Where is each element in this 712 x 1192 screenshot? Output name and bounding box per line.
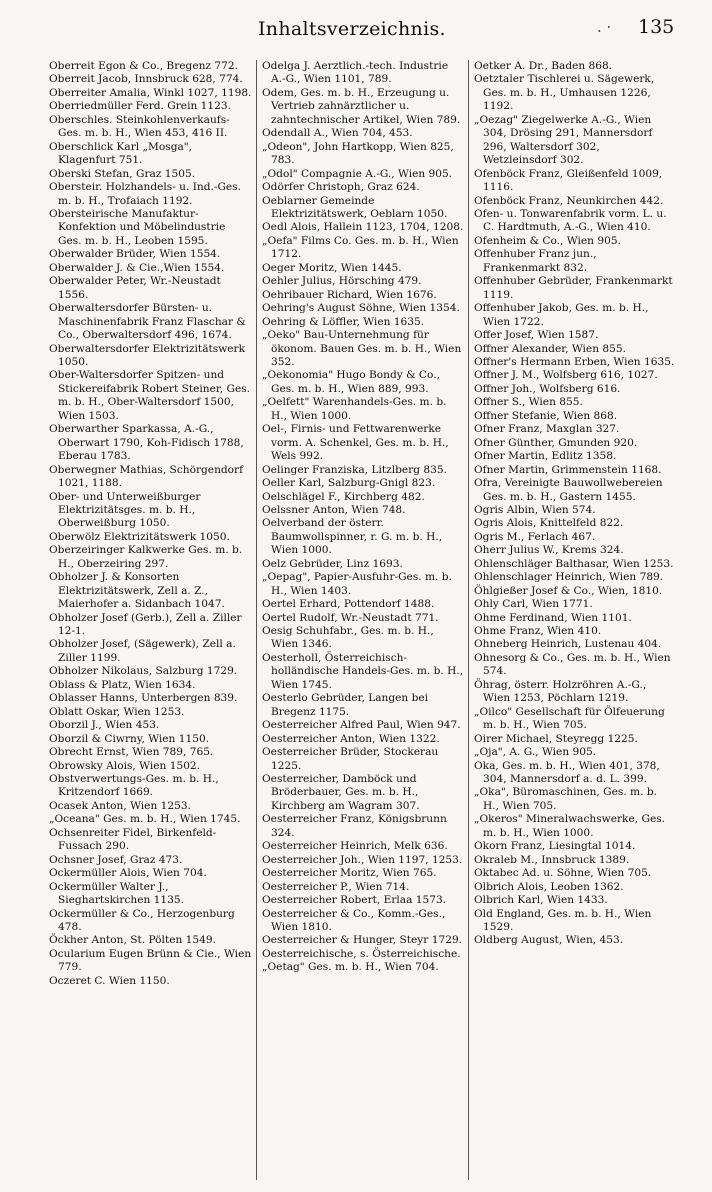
index-entry: Ocularium Eugen Brünn & Cie., Wien 779.	[49, 947, 255, 974]
index-entry: „Oilco" Gesellschaft für Ölfeuerung m. b. H., Wien 705.	[474, 705, 669, 732]
index-entry: Oesterreicher Moritz, Wien 765.	[262, 867, 437, 880]
index-entry: Oirer Michael, Steyregg 1225.	[474, 732, 638, 745]
index-entry: Ofenböck Franz, Neunkirchen 442.	[474, 194, 664, 207]
index-entry: Offner S., Wien 855.	[474, 396, 583, 409]
index-entry: Oeller Karl, Salzburg-Gnigl 823.	[262, 477, 436, 490]
index-entry: Oelssner Anton, Wien 748.	[262, 503, 406, 516]
index-entry: Olbrich Alois, Leoben 1362.	[474, 880, 624, 893]
index-entry: Ofen- u. Tonwarenfabrik vorm. L. u. C. Hardtmuth, A.-G., Wien 410.	[474, 207, 670, 234]
index-entry: Oesterreicher Brüder, Stockerau 1225.	[262, 746, 442, 772]
index-entry: Oel-, Firnis- und Fettwarenwerke vorm. A. Schenkel, Ges. m. b. H., Wels 992.	[262, 423, 453, 463]
index-entry: Ockermüller Walter J., Sieghartskirchen 1135.	[49, 880, 185, 907]
index-entry: Oborzil & Ciwrny, Wien 1150.	[49, 732, 210, 745]
index-entry: Oborzil J., Wien 453.	[49, 719, 160, 732]
index-entry: Oesig Schuhfabr., Ges. m. b. H., Wien 1346.	[262, 625, 438, 651]
index-entry: Oedl Alois, Hallein 1123, 1704, 1208.	[262, 221, 464, 234]
header-marks: . ·	[597, 18, 612, 36]
index-entry: Ofenböck Franz, Gleißenfeld 1009, 1116.	[474, 167, 666, 194]
index-entry: Oberriedmüller Ferd. Grein 1123.	[49, 100, 231, 113]
index-entry: Oberschles. Steinkohlenverkaufs-Ges. m. b. H., Wien 453, 416 II.	[49, 113, 230, 140]
index-entry: „Oefa" Films Co. Ges. m. b. H., Wien 1712.	[262, 234, 463, 261]
index-entry: Oeblarner Gemeinde Elektrizitätswerk, Oeblarn 1050.	[262, 194, 448, 220]
index-entry: Ober-Waltersdorfer Spitzen- und Stickereifabrik Robert Steiner, Ges. m. b. H., Ober-Waltersdorf 1500, Wien 1503.	[49, 369, 254, 422]
index-entry: „Okeros" Mineralwachswerke, Ges. m. b. H., Wien 1000.	[474, 813, 669, 839]
index-entry: „Oelfett" Warenhandels-Ges. m. b. H., Wien 1000.	[262, 396, 450, 422]
page-header	[0, 0, 712, 52]
index-entry: Obholzer Josef (Gerb.), Zell a. Ziller 12-1.	[49, 611, 245, 638]
index-entry: Olbrich Karl, Wien 1433.	[474, 894, 608, 907]
index-entry: Oertel Erhard, Pottendorf 1488.	[262, 598, 435, 611]
index-entry: Oblass & Platz, Wien 1634.	[49, 678, 196, 691]
page-number: 135	[638, 16, 675, 38]
index-entry: Oehler Julius, Hörsching 479.	[262, 275, 422, 288]
index-entry: Oelinger Franziska, Litzlberg 835.	[262, 463, 447, 476]
index-entry: Oblatt Oskar, Wien 1253.	[49, 705, 185, 718]
index-entry: Oetker A. Dr., Baden 868.	[474, 60, 613, 72]
index-entry: „Oepag", Papier-Ausfuhr-Ges. m. b. H., Wien 1403.	[262, 571, 456, 597]
index-entry: „Oceana" Ges. m. b. H., Wien 1745.	[49, 813, 241, 826]
index-entry: Oberreit Jacob, Innsbruck 628, 774.	[49, 73, 243, 86]
index-entry: Obstverwertungs-Ges. m. b. H., Kritzendorf 1669.	[49, 773, 223, 799]
index-entry: Obholzer Nikolaus, Salzburg 1729.	[49, 665, 238, 678]
index-entry: Offenhuber Jakob, Ges. m. b. H., Wien 1722.	[474, 302, 652, 328]
index-entry: Offner J. M., Wolfsberg 616, 1027.	[474, 369, 658, 382]
index-entry: Obholzer J. & Konsorten Elektrizitätswerk, Zell a. Z., Maierhofer a. Sidanbach 1047.	[49, 571, 225, 611]
index-entry: „Oka", Büromaschinen, Ges. m. b. H., Wien 705.	[474, 786, 661, 812]
index-entry: Obrecht Ernst, Wien 789, 765.	[49, 746, 214, 759]
index-entry: Ofner Martin, Grimmenstein 1168.	[474, 463, 662, 476]
index-entry: Obrowsky Alois, Wien 1502.	[49, 759, 201, 772]
index-entry: Oblasser Hanns, Unterbergen 839.	[49, 692, 238, 705]
index-entry: Ohme Franz, Wien 410.	[474, 625, 602, 638]
index-entry: Oberwalder Brüder, Wien 1554.	[49, 248, 221, 261]
index-entry: Oktabec Ad. u. Söhne, Wien 705.	[474, 867, 652, 880]
index-entry: Oesterholl, Österreichisch-holländische Handels-Ges. m. b. H., Wien 1745.	[262, 651, 467, 691]
index-entry: Oberski Stefan, Graz 1505.	[49, 167, 196, 180]
index-entry: Oberschlick Karl „Mosga", Klagenfurt 751.	[49, 140, 196, 167]
index-entry: Oesterreicher & Hunger, Steyr 1729.	[262, 934, 463, 947]
index-entry: Ohly Carl, Wien 1771.	[474, 598, 593, 611]
index-entry: Okorn Franz, Liesingtal 1014.	[474, 840, 636, 853]
index-entry: Old England, Ges. m. b. H., Wien 1529.	[474, 907, 655, 933]
index-entry: Odelga J. Aerztlich.-tech. Industrie A.-G., Wien 1101, 789.	[262, 60, 452, 86]
index-entry: Oesterreicher & Co., Komm.-Ges., Wien 1810.	[262, 907, 449, 933]
index-entry: Oberwaltersdorfer Elektrizitätswerk 1050.	[49, 342, 249, 368]
index-column-3	[468, 60, 680, 1180]
index-entry: Oherr Julius W., Krems 324.	[474, 544, 624, 557]
index-entry: Oberwalder J. & Cie.,Wien 1554.	[49, 261, 225, 274]
index-entry: Offner Joh., Wolfsberg 616.	[474, 382, 621, 395]
index-entry: Oesterreicher Joh., Wien 1197, 1253.	[262, 853, 463, 866]
index-columns	[44, 60, 680, 1180]
index-entry: Oka, Ges. m. b. H., Wien 401, 378, 304, Mannersdorf a. d. L. 399.	[474, 759, 664, 786]
index-entry: Oesterreicher Heinrich, Melk 636.	[262, 840, 448, 853]
index-entry: Obholzer Josef, (Sägewerk), Zell a. Ziller 1199.	[49, 638, 240, 664]
index-entry: Offenhuber Franz jun., Frankenmarkt 832.	[474, 248, 600, 274]
index-entry: Oehribauer Richard, Wien 1676.	[262, 288, 437, 301]
index-entry: Odörfer Christoph, Graz 624.	[262, 181, 420, 194]
index-entry: Oelz Gebrüder, Linz 1693.	[262, 557, 403, 570]
index-entry: Oberwölz Elektrizitätswerk 1050.	[49, 530, 230, 543]
index-entry: Ofner Martin, Edlitz 1358.	[474, 450, 617, 463]
index-entry: Oesterlo Gebrüder, Langen bei Bregenz 1175.	[262, 692, 432, 718]
index-entry: Oberreit Egon & Co., Bregenz 772.	[49, 60, 238, 72]
index-entry: Oberwegner Mathias, Schörgendorf 1021, 1188.	[49, 463, 247, 490]
index-entry: Öhlgießer Josef & Co., Wien, 1810.	[474, 584, 663, 597]
index-entry: Oelschlägel F., Kirchberg 482.	[262, 490, 425, 503]
index-entry: Oberreiter Amalia, Winkl 1027, 1198.	[49, 86, 252, 99]
index-entry: Oberzeiringer Kalkwerke Ges. m. b. H., Oberzeiring 297.	[49, 544, 246, 570]
index-entry: „Oeko" Bau-Unternehmung für ökonom. Bauen Ges. m. b. H., Wien 352.	[262, 329, 465, 368]
index-entry: Öhrag, österr. Holzröhren A.-G., Wien 1253, Pöchlarn 1219.	[474, 678, 650, 705]
index-entry: Obersteir. Holzhandels- u. Ind.-Ges. m. b. H., Trofaiach 1192.	[49, 181, 245, 207]
index-entry: Ockermüller Alois, Wien 704.	[49, 867, 207, 880]
page-title: Inhaltsverzeichnis.	[258, 18, 446, 40]
index-entry: Oertel Rudolf, Wr.-Neustadt 771.	[262, 611, 439, 624]
index-entry: Ockermüller & Co., Herzogenburg 478.	[49, 907, 239, 933]
index-entry: Oberwalder Peter, Wr.-Neustadt 1556.	[49, 275, 225, 301]
index-entry: Oesterreicher, Damböck und Bröderbauer, Ges. m. b. H., Kirchberg am Wagram 307.	[262, 773, 422, 812]
index-entry: Oberwaltersdorfer Bürsten- u. Maschinenfabrik Franz Flaschar & Co., Oberwaltersdorf 496, 1674.	[49, 302, 250, 342]
index-entry: Odendall A., Wien 704, 453.	[262, 127, 413, 140]
index-entry: Ohlenschlager Heinrich, Wien 789.	[474, 571, 664, 584]
index-entry: Ohme Ferdinand, Wien 1101.	[474, 611, 632, 624]
index-column-2	[256, 60, 468, 1180]
index-entry: Offner Alexander, Wien 855.	[474, 342, 626, 355]
index-entry: Ofner Franz, Maxglan 327.	[474, 423, 620, 436]
index-entry: „Oezag" Ziegelwerke A.-G., Wien 304, Drösing 291, Mannersdorf 296, Waltersdorf 302, Wetzleinsdorf 302.	[474, 113, 656, 167]
index-entry: Ogris Alois, Knittelfeld 822.	[474, 517, 624, 530]
index-entry: Oelverband der österr. Baumwollspinner, r. G. m. b. H., Wien 1000.	[262, 517, 446, 557]
index-entry: Ofra, Vereinigte Bauwollwebereien Ges. m. b. H., Gastern 1455.	[474, 477, 666, 503]
index-entry: Ober- und Unterweißburger Elektrizitätsges. m. b. H., Oberweißburg 1050.	[49, 490, 204, 530]
index-entry: Öckher Anton, St. Pölten 1549.	[49, 934, 216, 947]
index-entry: Oehring & Löffler, Wien 1635.	[262, 315, 425, 328]
index-entry: Oetztaler Tischlerei u. Sägewerk, Ges. m. b. H., Umhausen 1226, 1192.	[474, 73, 658, 113]
index-entry: Ocasek Anton, Wien 1253.	[49, 799, 191, 812]
index-entry: Offner's Hermann Erben, Wien 1635.	[474, 355, 675, 368]
index-entry: „Oekonomia" Hugo Bondy & Co., Ges. m. b. H., Wien 889, 993.	[262, 369, 444, 395]
index-entry: Ochsner Josef, Graz 473.	[49, 853, 183, 866]
index-entry: Ofenheim & Co., Wien 905.	[474, 234, 621, 247]
index-entry: Oczeret C. Wien 1150.	[49, 974, 170, 987]
index-entry: Ogris M., Ferlach 467.	[474, 530, 596, 543]
index-entry: Ogris Albin, Wien 574.	[474, 503, 596, 516]
index-entry: Okraleb M., Innsbruck 1389.	[474, 853, 630, 866]
index-entry: Oldberg August, Wien, 453.	[474, 934, 624, 947]
index-entry: Obersteirische Manufaktur-Konfektion und Möbelindustrie Ges. m. b. H., Leoben 1595.	[49, 207, 229, 247]
index-entry: „Oetag" Ges. m. b. H., Wien 704.	[262, 961, 439, 974]
index-entry: Ohneberg Heinrich, Lustenau 404.	[474, 638, 662, 651]
index-entry: Oeger Moritz, Wien 1445.	[262, 261, 402, 274]
index-entry: Oesterreicher P., Wien 714.	[262, 880, 410, 893]
index-entry: Ohnesorg & Co., Ges. m. b. H., Wien 574.	[474, 651, 674, 678]
index-entry: „Odeon", John Hartkopp, Wien 825, 783.	[262, 140, 458, 167]
index-entry: Oesterreichische, s. Österreichische.	[262, 947, 461, 960]
index-entry: „Odol" Compagnie A.-G., Wien 905.	[262, 167, 453, 180]
index-entry: Ochsenreiter Fidel, Birkenfeld-Fussach 290.	[49, 826, 217, 853]
index-entry: Oberwarther Sparkassa, A.-G., Oberwart 1790, Koh-Fidisch 1788, Eberau 1783.	[49, 423, 248, 463]
index-entry: Oesterreicher Robert, Erlaa 1573.	[262, 894, 447, 907]
index-entry: Offer Josef, Wien 1587.	[474, 329, 599, 342]
index-entry: Offner Stefanie, Wien 868.	[474, 409, 618, 422]
index-entry: Oesterreicher Alfred Paul, Wien 947.	[262, 719, 461, 732]
index-entry: Odem, Ges. m. b. H., Erzeugung u. Vertrieb zahnärztlicher u. zahntechnischer Artikel, Wien 789.	[262, 86, 461, 126]
index-entry: Ohlenschläger Balthasar, Wien 1253.	[474, 557, 674, 570]
index-entry: Oehring's August Söhne, Wien 1354.	[262, 302, 460, 315]
index-entry: Offenhuber Gebrüder, Frankenmarkt 1119.	[474, 275, 677, 301]
index-entry: Oesterreicher Franz, Königsbrunn 324.	[262, 813, 451, 839]
index-entry: Ofner Günther, Gmunden 920.	[474, 436, 638, 449]
index-entry: „Oja", A. G., Wien 905.	[474, 746, 597, 759]
index-entry: Oesterreicher Anton, Wien 1322.	[262, 732, 440, 745]
index-column-1	[44, 60, 256, 1180]
